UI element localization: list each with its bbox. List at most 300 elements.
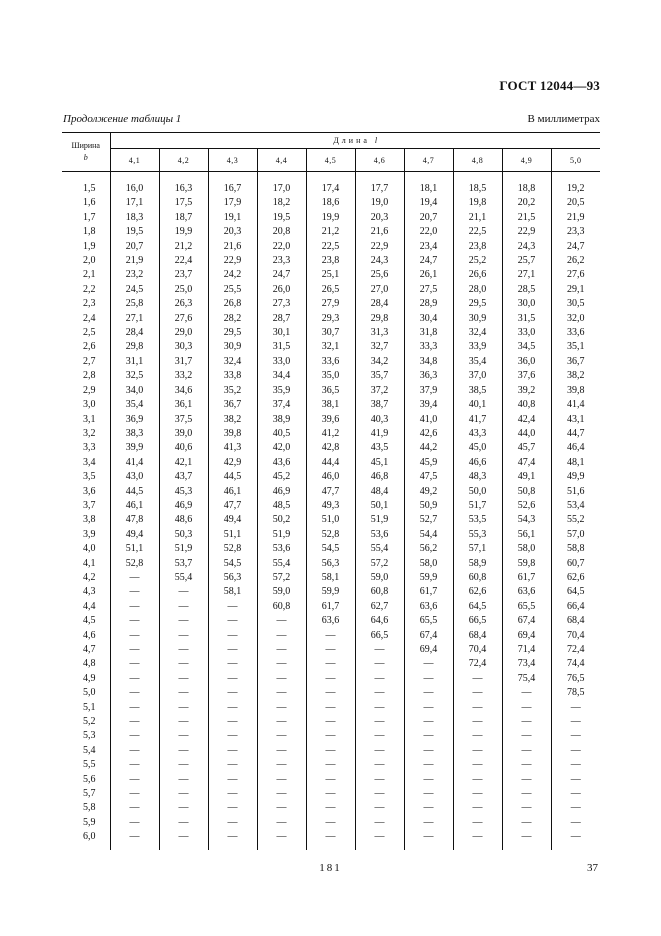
value-cell: 22,4 <box>159 254 208 268</box>
value-cell: — <box>404 758 453 772</box>
value-cell: 54,5 <box>306 542 355 556</box>
value-cell: 76,5 <box>567 672 585 684</box>
value-cell: 18,5 <box>453 182 502 196</box>
table-row <box>62 542 600 556</box>
value-cell: — <box>110 715 159 729</box>
value-cell: — <box>257 643 306 657</box>
value-cell: 47,4 <box>502 456 551 470</box>
value-cell: 32,7 <box>355 340 404 354</box>
value-cell: 44,4 <box>306 456 355 470</box>
value-cell: — <box>453 758 502 772</box>
value-cell: 27,0 <box>355 283 404 297</box>
value-cell: 60,7 <box>567 557 585 569</box>
value-cell: — <box>257 773 306 787</box>
value-cell: 69,4 <box>502 629 551 643</box>
length-header-label: Длина <box>333 136 370 145</box>
value-cell: 29,1 <box>567 283 585 295</box>
width-cell: 2,4 <box>62 312 110 326</box>
value-cell: — <box>404 773 453 787</box>
value-cell: 66,4 <box>567 600 585 612</box>
table-row <box>62 787 600 801</box>
value-cell: — <box>404 729 453 743</box>
value-cell: — <box>208 787 257 801</box>
value-cell: 61,7 <box>306 600 355 614</box>
value-cell: — <box>355 643 404 657</box>
column-header: 4,3 <box>208 149 257 172</box>
table-row <box>62 470 600 484</box>
value-cell: — <box>570 816 581 828</box>
value-cell: 42,9 <box>208 456 257 470</box>
column-header: 4,9 <box>502 149 551 172</box>
value-cell: — <box>208 715 257 729</box>
value-cell: — <box>404 816 453 830</box>
value-cell: 27,1 <box>502 268 551 282</box>
value-cell: 25,5 <box>208 283 257 297</box>
table-row <box>62 557 600 571</box>
value-cell: — <box>257 715 306 729</box>
value-cell: 31,5 <box>502 312 551 326</box>
value-cell: 36,3 <box>404 369 453 383</box>
value-cell: — <box>355 830 404 850</box>
table-row <box>62 254 600 268</box>
value-cell: 31,5 <box>257 340 306 354</box>
value-cell: — <box>110 830 159 850</box>
value-cell: 57,2 <box>257 571 306 585</box>
value-cell: 46,4 <box>567 442 585 454</box>
value-cell: 23,4 <box>404 240 453 254</box>
value-cell: 17,0 <box>257 182 306 196</box>
value-cell: — <box>355 744 404 758</box>
value-cell: 63,6 <box>306 614 355 628</box>
value-cell: 40,5 <box>257 427 306 441</box>
value-cell: — <box>453 729 502 743</box>
width-cell: 2,6 <box>62 340 110 354</box>
value-cell: 38,1 <box>306 398 355 412</box>
value-cell: 21,2 <box>159 240 208 254</box>
value-cell: 29,5 <box>453 297 502 311</box>
value-cell: — <box>502 801 551 815</box>
value-cell: — <box>306 657 355 671</box>
value-cell: 65,5 <box>404 614 453 628</box>
value-cell: 35,7 <box>355 369 404 383</box>
value-cell: 52,8 <box>208 542 257 556</box>
value-cell: 33,9 <box>453 340 502 354</box>
value-cell: — <box>208 816 257 830</box>
value-cell: — <box>404 801 453 815</box>
value-cell: 28,5 <box>502 283 551 297</box>
value-cell: 53,7 <box>159 557 208 571</box>
value-cell: — <box>570 802 581 814</box>
value-cell: — <box>306 701 355 715</box>
value-cell: 21,5 <box>502 211 551 225</box>
value-cell: — <box>159 830 208 850</box>
column-header: 4,6 <box>355 149 404 172</box>
value-cell: 53,5 <box>453 513 502 527</box>
value-cell: 19,2 <box>567 183 585 194</box>
value-cell: 70,4 <box>567 629 585 641</box>
value-cell: — <box>208 629 257 643</box>
value-cell: — <box>208 701 257 715</box>
table-row <box>62 182 600 196</box>
value-cell: 22,0 <box>404 225 453 239</box>
value-cell: 42,0 <box>257 441 306 455</box>
value-cell: 17,5 <box>159 196 208 210</box>
value-cell: 19,1 <box>208 211 257 225</box>
value-cell: 68,4 <box>567 615 585 627</box>
value-cell: 27,6 <box>159 312 208 326</box>
value-cell: — <box>502 773 551 787</box>
value-cell: — <box>306 744 355 758</box>
width-cell: 3,1 <box>62 413 110 427</box>
table-row <box>62 283 600 297</box>
width-cell: 4,1 <box>62 557 110 571</box>
value-cell: 69,4 <box>404 643 453 657</box>
value-cell: 37,4 <box>257 398 306 412</box>
value-cell: — <box>306 758 355 772</box>
value-cell: 21,6 <box>355 225 404 239</box>
value-cell: 44,7 <box>567 427 585 439</box>
value-cell: 25,2 <box>453 254 502 268</box>
value-cell: — <box>570 730 581 742</box>
value-cell: 65,5 <box>502 600 551 614</box>
width-cell: 5,5 <box>62 758 110 772</box>
table-row <box>62 715 600 729</box>
value-cell: — <box>257 629 306 643</box>
width-cell: 3,5 <box>62 470 110 484</box>
value-cell: — <box>110 600 159 614</box>
table-row <box>62 268 600 282</box>
column-header: 4,7 <box>404 149 453 172</box>
width-cell: 1,7 <box>62 211 110 225</box>
value-cell: 55,3 <box>453 528 502 542</box>
value-cell: 25,6 <box>355 268 404 282</box>
value-cell: 32,4 <box>208 355 257 369</box>
value-cell: 21,9 <box>110 254 159 268</box>
width-cell: 3,3 <box>62 441 110 455</box>
value-cell: 34,6 <box>159 384 208 398</box>
value-cell: 35,0 <box>306 369 355 383</box>
value-cell: 51,6 <box>567 485 585 497</box>
value-cell: 45,3 <box>159 485 208 499</box>
width-cell: 4,7 <box>62 643 110 657</box>
value-cell: — <box>110 758 159 772</box>
value-cell: 43,5 <box>355 441 404 455</box>
value-cell: — <box>570 759 581 771</box>
value-cell: 22,5 <box>453 225 502 239</box>
value-cell: 44,5 <box>208 470 257 484</box>
value-cell: 20,3 <box>208 225 257 239</box>
value-cell: — <box>208 801 257 815</box>
value-cell: 22,9 <box>502 225 551 239</box>
value-cell: 50,8 <box>502 485 551 499</box>
value-cell: 26,6 <box>453 268 502 282</box>
value-cell: 50,2 <box>257 513 306 527</box>
value-cell: 41,4 <box>567 399 585 411</box>
value-cell: 62,6 <box>567 571 585 583</box>
value-cell: — <box>159 585 208 599</box>
value-cell: 43,3 <box>453 427 502 441</box>
value-cell: 25,1 <box>306 268 355 282</box>
value-cell: — <box>208 672 257 686</box>
value-cell: 57,2 <box>355 557 404 571</box>
table-row <box>62 657 600 671</box>
table-row <box>62 672 600 686</box>
table-caption: Продолжение таблицы 1 <box>63 113 182 125</box>
value-cell: 33,3 <box>404 340 453 354</box>
value-cell: 36,7 <box>208 398 257 412</box>
value-cell: 28,4 <box>110 326 159 340</box>
value-cell: — <box>110 773 159 787</box>
table-row <box>62 398 600 412</box>
value-cell: 23,8 <box>453 240 502 254</box>
value-cell: 46,0 <box>306 470 355 484</box>
value-cell: 63,6 <box>404 600 453 614</box>
value-cell: — <box>502 830 551 850</box>
value-cell: 56,1 <box>502 528 551 542</box>
value-cell: — <box>306 629 355 643</box>
value-cell: 41,7 <box>453 413 502 427</box>
value-cell: — <box>159 686 208 700</box>
width-cell: 2,3 <box>62 297 110 311</box>
value-cell: 48,5 <box>257 499 306 513</box>
value-cell: 39,4 <box>404 398 453 412</box>
value-cell: — <box>257 686 306 700</box>
width-cell: 2,1 <box>62 268 110 282</box>
value-cell: 51,9 <box>159 542 208 556</box>
value-cell: 50,9 <box>404 499 453 513</box>
value-cell: — <box>453 701 502 715</box>
width-cell: 2,8 <box>62 369 110 383</box>
value-cell: — <box>502 715 551 729</box>
width-cell: 5,7 <box>62 787 110 801</box>
table-row <box>62 701 600 715</box>
table-row <box>62 830 600 850</box>
width-cell: 4,6 <box>62 629 110 643</box>
value-cell: — <box>453 830 502 850</box>
value-cell: 40,1 <box>453 398 502 412</box>
value-cell: 54,5 <box>208 557 257 571</box>
table-row <box>62 485 600 499</box>
width-cell: 4,2 <box>62 571 110 585</box>
value-cell: 35,2 <box>208 384 257 398</box>
value-cell: — <box>208 686 257 700</box>
value-cell: — <box>257 801 306 815</box>
value-cell: 16,3 <box>159 182 208 196</box>
value-cell: — <box>110 729 159 743</box>
value-cell: 46,9 <box>257 485 306 499</box>
value-cell: 45,7 <box>502 441 551 455</box>
value-cell: 51,9 <box>355 513 404 527</box>
page-number: 37 <box>587 862 598 874</box>
value-cell: — <box>502 729 551 743</box>
value-cell: 42,8 <box>306 441 355 455</box>
width-cell: 5,0 <box>62 686 110 700</box>
width-cell: 2,0 <box>62 254 110 268</box>
value-cell: — <box>257 614 306 628</box>
value-cell: 38,9 <box>257 413 306 427</box>
column-header: 5,0 <box>551 149 600 172</box>
value-cell: 49,4 <box>208 513 257 527</box>
value-cell: 26,0 <box>257 283 306 297</box>
value-cell: 16,7 <box>208 182 257 196</box>
value-cell: — <box>257 830 306 850</box>
value-cell: 43,0 <box>110 470 159 484</box>
value-cell: 58,1 <box>306 571 355 585</box>
value-cell: 33,2 <box>159 369 208 383</box>
width-cell: 4,8 <box>62 657 110 671</box>
value-cell: 17,4 <box>306 182 355 196</box>
value-cell: — <box>110 686 159 700</box>
value-cell: — <box>159 715 208 729</box>
value-cell: 42,6 <box>404 427 453 441</box>
value-cell: 58,9 <box>453 557 502 571</box>
value-cell: 30,4 <box>404 312 453 326</box>
value-cell: — <box>404 830 453 850</box>
length-symbol: l <box>374 136 378 145</box>
value-cell: 30,7 <box>306 326 355 340</box>
value-cell: 20,8 <box>257 225 306 239</box>
value-cell: — <box>355 657 404 671</box>
table-row <box>62 225 600 239</box>
value-cell: 34,5 <box>502 340 551 354</box>
value-cell: — <box>355 773 404 787</box>
value-cell: 36,7 <box>567 355 585 367</box>
value-cell: 50,1 <box>355 499 404 513</box>
width-cell: 5,6 <box>62 773 110 787</box>
value-cell: 58,0 <box>404 557 453 571</box>
value-cell: 47,5 <box>404 470 453 484</box>
value-cell: 54,3 <box>502 513 551 527</box>
table-row <box>62 369 600 383</box>
value-cell: 22,5 <box>306 240 355 254</box>
value-cell: — <box>570 744 581 756</box>
spacer-row <box>62 172 600 183</box>
width-cell: 5,8 <box>62 801 110 815</box>
value-cell: 18,8 <box>502 182 551 196</box>
width-cell: 2,5 <box>62 326 110 340</box>
value-cell: — <box>110 787 159 801</box>
value-cell: 60,8 <box>355 585 404 599</box>
width-cell: 1,8 <box>62 225 110 239</box>
table-row <box>62 297 600 311</box>
value-cell: — <box>159 758 208 772</box>
column-header-row <box>62 149 600 172</box>
value-cell: — <box>208 643 257 657</box>
value-cell: 27,6 <box>567 269 585 281</box>
value-cell: — <box>404 672 453 686</box>
value-cell: 18,2 <box>257 196 306 210</box>
value-cell: 30,1 <box>257 326 306 340</box>
value-cell: 31,3 <box>355 326 404 340</box>
value-cell: 21,1 <box>453 211 502 225</box>
value-cell: 20,7 <box>404 211 453 225</box>
width-cell: 3,8 <box>62 513 110 527</box>
value-cell: 52,8 <box>306 528 355 542</box>
value-cell: 51,1 <box>110 542 159 556</box>
value-cell: — <box>110 614 159 628</box>
value-cell: 24,5 <box>110 283 159 297</box>
value-cell: 21,6 <box>208 240 257 254</box>
table-row <box>62 816 600 830</box>
value-cell: 21,9 <box>567 211 585 223</box>
value-cell: 35,4 <box>110 398 159 412</box>
value-cell: 59,8 <box>502 557 551 571</box>
value-cell: 33,6 <box>567 327 585 339</box>
center-page-number: 181 <box>319 862 342 874</box>
value-cell: 51,0 <box>306 513 355 527</box>
value-cell: 26,8 <box>208 297 257 311</box>
value-cell: — <box>208 758 257 772</box>
value-cell: — <box>110 701 159 715</box>
value-cell: — <box>502 701 551 715</box>
length-header <box>110 133 600 149</box>
value-cell: — <box>159 657 208 671</box>
width-cell: 5,3 <box>62 729 110 743</box>
value-cell: 24,7 <box>567 240 585 252</box>
table-row <box>62 340 600 354</box>
value-cell: — <box>570 701 581 713</box>
value-cell: — <box>159 816 208 830</box>
value-cell: 29,5 <box>208 326 257 340</box>
value-cell: 19,8 <box>453 196 502 210</box>
value-cell: 33,6 <box>306 355 355 369</box>
value-cell: 49,1 <box>502 470 551 484</box>
value-cell: 44,5 <box>110 485 159 499</box>
value-cell: — <box>404 744 453 758</box>
width-cell: 3,9 <box>62 528 110 542</box>
width-cell: 3,4 <box>62 456 110 470</box>
value-cell: — <box>257 672 306 686</box>
value-cell: 39,9 <box>110 441 159 455</box>
value-cell: 49,4 <box>110 528 159 542</box>
value-cell: 21,2 <box>306 225 355 239</box>
value-cell: 46,1 <box>110 499 159 513</box>
value-cell: 46,8 <box>355 470 404 484</box>
value-cell: 24,3 <box>502 240 551 254</box>
value-cell: 39,8 <box>208 427 257 441</box>
value-cell: 66,5 <box>355 629 404 643</box>
standard-title: ГОСТ 12044—93 <box>499 78 600 93</box>
width-cell: 6,0 <box>62 830 110 850</box>
value-cell: — <box>159 614 208 628</box>
value-cell: 36,5 <box>306 384 355 398</box>
value-cell: 39,0 <box>159 427 208 441</box>
table-row <box>62 196 600 210</box>
value-cell: 18,3 <box>110 211 159 225</box>
value-cell: 37,2 <box>355 384 404 398</box>
width-cell: 2,9 <box>62 384 110 398</box>
value-cell: 19,4 <box>404 196 453 210</box>
value-cell: — <box>355 758 404 772</box>
value-cell: 53,6 <box>355 528 404 542</box>
data-table <box>62 132 600 850</box>
width-cell: 4,4 <box>62 600 110 614</box>
value-cell: — <box>355 672 404 686</box>
value-cell: 20,7 <box>110 240 159 254</box>
value-cell: 59,9 <box>306 585 355 599</box>
value-cell: 35,9 <box>257 384 306 398</box>
value-cell: 28,9 <box>404 297 453 311</box>
value-cell: 28,4 <box>355 297 404 311</box>
value-cell: — <box>502 686 551 700</box>
table-row <box>62 585 600 599</box>
width-header-label: Ширина <box>71 141 100 150</box>
value-cell: 38,2 <box>567 370 585 382</box>
value-cell: 38,5 <box>453 384 502 398</box>
value-cell: 73,4 <box>502 657 551 671</box>
value-cell: 55,4 <box>159 571 208 585</box>
value-cell: — <box>208 744 257 758</box>
